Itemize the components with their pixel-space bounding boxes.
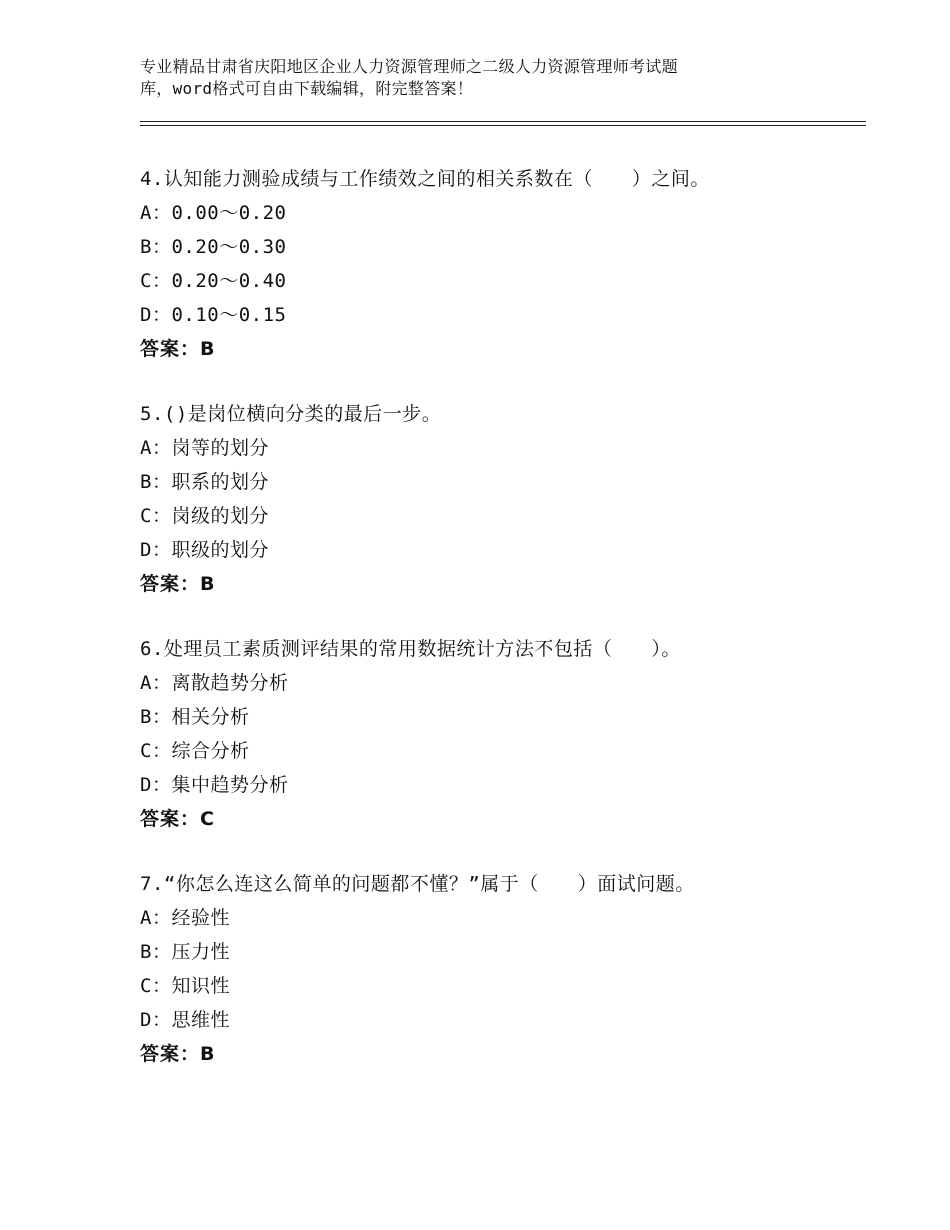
question-title: 4.认知能力测验成绩与工作绩效之间的相关系数在（ ）之间。 xyxy=(140,168,710,190)
question-title: 6.处理员工素质测评结果的常用数据统计方法不包括（ ）。 xyxy=(140,638,681,660)
option-d: D：0.10～0.15 xyxy=(140,304,287,326)
option-a: A：0.00～0.20 xyxy=(140,202,287,224)
header-divider-top xyxy=(140,121,866,122)
option-b: B：职系的划分 xyxy=(140,471,269,493)
option-d: D：思维性 xyxy=(140,1009,230,1031)
question-4 xyxy=(140,162,870,366)
option-d: D：职级的划分 xyxy=(140,539,269,561)
option-a: A：岗等的划分 xyxy=(140,437,269,459)
answer-label: 答案：B xyxy=(140,338,216,360)
option-b: B：压力性 xyxy=(140,941,230,963)
question-title: 7.“你怎么连这么简单的问题都不懂？”属于（ ）面试问题。 xyxy=(140,873,695,895)
option-b: B：0.20～0.30 xyxy=(140,236,287,258)
question-list xyxy=(140,162,870,1102)
answer-label: 答案：B xyxy=(140,1043,216,1065)
question-7 xyxy=(140,867,870,1071)
answer-label: 答案：B xyxy=(140,573,216,595)
document-header xyxy=(140,56,860,100)
option-a: A：经验性 xyxy=(140,907,230,929)
answer-label: 答案：C xyxy=(140,808,215,830)
question-6 xyxy=(140,632,870,836)
header-divider-bottom xyxy=(140,125,866,126)
question-5 xyxy=(140,397,870,601)
question-title: 5.()是岗位横向分类的最后一步。 xyxy=(140,403,442,425)
option-a: A：离散趋势分析 xyxy=(140,672,289,694)
option-c: C：0.20～0.40 xyxy=(140,270,287,292)
header-line-1: 专业精品甘肃省庆阳地区企业人力资源管理师之二级人力资源管理师考试题 xyxy=(140,57,678,76)
option-b: B：相关分析 xyxy=(140,706,250,728)
header-line-2: 库，word格式可自由下载编辑，附完整答案！ xyxy=(140,79,474,98)
option-c: C：综合分析 xyxy=(140,740,250,762)
option-c: C：岗级的划分 xyxy=(140,505,269,527)
option-d: D：集中趋势分析 xyxy=(140,774,289,796)
option-c: C：知识性 xyxy=(140,975,230,997)
